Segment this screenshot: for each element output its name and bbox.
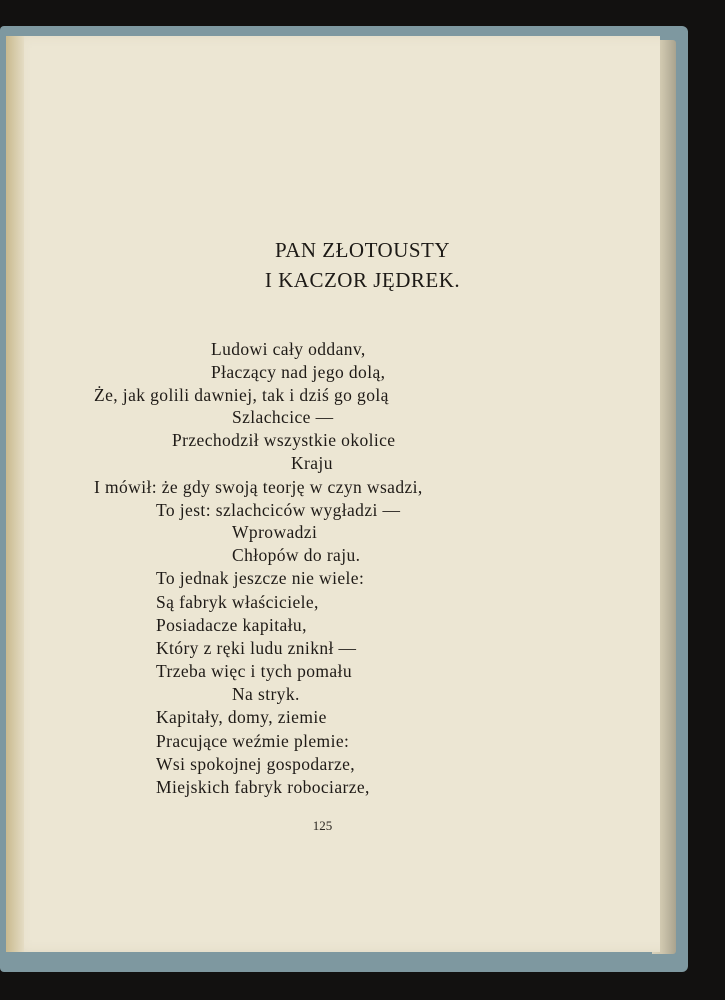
poem-line: Że, jak golili dawniej, tak i dziś go golą (94, 385, 389, 405)
poem-line: Który z ręki ludu zniknł — (156, 638, 357, 658)
poem-line: Kapitały, domy, ziemie (156, 707, 327, 727)
poem-line: Przechodził wszystkie okolice (172, 430, 396, 450)
poem-line: To jest: szlachciców wygładzi — (156, 500, 401, 520)
poem-line: Wsi spokojnej gospodarze, (156, 754, 356, 774)
poem-line: To jednak jeszcze nie wiele: (156, 568, 365, 588)
poem-line: Szlachcice — (232, 407, 334, 427)
poem-title-line-1: PAN ZŁOTOUSTY (274, 238, 451, 262)
poem-line: Kraju (291, 453, 333, 473)
poem-title-line-2: I KACZOR JĘDREK. (264, 268, 461, 292)
poem-line: Na stryk. (232, 684, 300, 704)
poem-line: Miejskich fabryk robociarze, (156, 777, 370, 797)
poem-line: Trzeba więc i tych pomału (156, 661, 352, 681)
poem-line: Ludowi cały oddanv, (211, 339, 366, 359)
poem-line: Pracujące weźmie plemie: (156, 731, 350, 751)
poem-line: Chłopów do raju. (232, 545, 361, 565)
poem-line: I mówił: że gdy swoją teorję w czyn wsadzi, (94, 477, 423, 497)
page-number: 125 (312, 818, 333, 833)
poem-line: Są fabryk właściciele, (156, 592, 319, 612)
page-gutter (6, 36, 24, 952)
poem-line: Posiadacze kapitału, (156, 615, 307, 635)
poem-line: Wprowadzi (232, 522, 318, 542)
poem-line: Płaczący nad jego dolą, (211, 362, 386, 382)
